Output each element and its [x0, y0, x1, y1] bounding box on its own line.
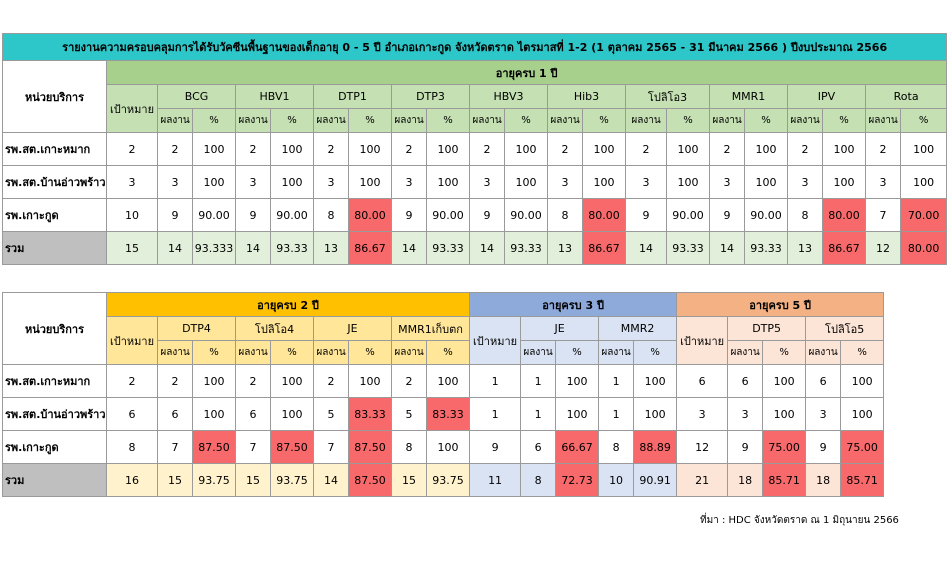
- result-value: 9: [626, 199, 667, 232]
- result-value: 6: [806, 365, 841, 398]
- result-value: 6: [728, 365, 763, 398]
- age2-3-5-coverage-table: [2, 292, 884, 497]
- percent-value: 90.00: [193, 199, 236, 232]
- percent-value: 100: [634, 365, 677, 398]
- percent-header: %: [823, 109, 866, 133]
- percent-value: 100: [271, 166, 314, 199]
- result-value: 2: [158, 365, 193, 398]
- percent-value: 100: [583, 166, 626, 199]
- result-value: 13: [788, 232, 823, 265]
- percent-header: %: [193, 341, 236, 365]
- percent-header: %: [841, 341, 884, 365]
- result-value: 14: [158, 232, 193, 265]
- result-header: ผลงาน: [548, 109, 583, 133]
- target-value: 2: [107, 365, 158, 398]
- age1-coverage-table: [2, 33, 947, 265]
- result-value: 9: [728, 431, 763, 464]
- percent-value: 100: [841, 365, 884, 398]
- percent-value: 100: [745, 166, 788, 199]
- percent-value: 100: [193, 365, 236, 398]
- result-header: ผลงาน: [236, 341, 271, 365]
- age1-group-header: อายุครบ 1 ปี: [107, 61, 947, 85]
- target-value: 6: [107, 398, 158, 431]
- unit-name: รพ.สต.บ้านอ่าวพร้าว: [3, 166, 107, 199]
- result-value: 1: [521, 365, 556, 398]
- result-value: 6: [158, 398, 193, 431]
- unit-header: หน่วยบริการ: [3, 293, 107, 365]
- result-header: ผลงาน: [314, 109, 349, 133]
- percent-header: %: [745, 109, 788, 133]
- percent-value: 93.33: [745, 232, 788, 265]
- vaccine-header: JE: [521, 317, 599, 341]
- result-value: 2: [710, 133, 745, 166]
- result-value: 1: [521, 398, 556, 431]
- percent-value: 90.00: [271, 199, 314, 232]
- target-value: 21: [677, 464, 728, 497]
- result-value: 14: [392, 232, 427, 265]
- unit-name: รพ.สต.เกาะหมาก: [3, 365, 107, 398]
- result-value: 3: [728, 398, 763, 431]
- percent-value: 100: [634, 398, 677, 431]
- percent-value: 93.75: [271, 464, 314, 497]
- result-value: 14: [236, 232, 271, 265]
- target-value: 10: [107, 199, 158, 232]
- result-value: 18: [728, 464, 763, 497]
- result-value: 3: [788, 166, 823, 199]
- percent-value: 100: [271, 398, 314, 431]
- vaccine-header: HBV1: [236, 85, 314, 109]
- result-value: 14: [626, 232, 667, 265]
- percent-value: 100: [901, 166, 947, 199]
- result-value: 6: [521, 431, 556, 464]
- result-value: 2: [626, 133, 667, 166]
- percent-value: 83.33: [349, 398, 392, 431]
- result-value: 9: [158, 199, 193, 232]
- report-title: รายงานความครอบคลุมการได้รับวัคซีนพื้นฐานของเด็กอายุ 0 - 5 ปี อำเภอเกาะกูด จังหวัดตราด ไตรมาสที่ 1-2 (1 ตุลาคม 2565 - 31 มีนาคม 2566 ) ปีงบประมาณ 2566: [3, 34, 947, 61]
- percent-header: %: [271, 109, 314, 133]
- result-value: 8: [392, 431, 427, 464]
- percent-header: %: [634, 341, 677, 365]
- table-row: [3, 133, 947, 166]
- age5-group-header: อายุครบ 5 ปี: [677, 293, 884, 317]
- target-value: 1: [470, 398, 521, 431]
- result-value: 2: [392, 365, 427, 398]
- result-header: ผลงาน: [521, 341, 556, 365]
- percent-value: 100: [427, 431, 470, 464]
- unit-name: รพ.สต.เกาะหมาก: [3, 133, 107, 166]
- percent-value: 80.00: [901, 232, 947, 265]
- percent-value: 93.33: [271, 232, 314, 265]
- result-value: 2: [314, 133, 349, 166]
- result-header: ผลงาน: [392, 109, 427, 133]
- percent-value: 100: [667, 133, 710, 166]
- target-value: 16: [107, 464, 158, 497]
- percent-value: 100: [349, 365, 392, 398]
- table-row: [3, 365, 884, 398]
- result-header: ผลงาน: [236, 109, 271, 133]
- result-value: 8: [788, 199, 823, 232]
- target-header: เป้าหมาย: [107, 317, 158, 365]
- result-value: 10: [599, 464, 634, 497]
- percent-value: 100: [583, 133, 626, 166]
- result-value: 8: [599, 431, 634, 464]
- target-value: 3: [677, 398, 728, 431]
- vaccine-header: MMR1: [710, 85, 788, 109]
- percent-value: 87.50: [193, 431, 236, 464]
- percent-header: %: [349, 341, 392, 365]
- result-value: 3: [392, 166, 427, 199]
- total-row: [3, 232, 947, 265]
- result-value: 2: [548, 133, 583, 166]
- vaccine-header: โปลิโอ5: [806, 317, 884, 341]
- percent-header: %: [667, 109, 710, 133]
- percent-value: 100: [823, 133, 866, 166]
- result-value: 3: [626, 166, 667, 199]
- result-value: 5: [392, 398, 427, 431]
- vaccine-header: BCG: [158, 85, 236, 109]
- total-label: รวม: [3, 232, 107, 265]
- percent-value: 83.33: [427, 398, 470, 431]
- result-value: 3: [866, 166, 901, 199]
- result-value: 2: [314, 365, 349, 398]
- percent-value: 100: [505, 166, 548, 199]
- result-value: 3: [314, 166, 349, 199]
- result-header: ผลงาน: [392, 341, 427, 365]
- result-value: 15: [392, 464, 427, 497]
- result-value: 12: [866, 232, 901, 265]
- result-value: 14: [710, 232, 745, 265]
- target-value: 15: [107, 232, 158, 265]
- target-value: 11: [470, 464, 521, 497]
- percent-value: 100: [763, 365, 806, 398]
- result-value: 13: [314, 232, 349, 265]
- percent-value: 100: [841, 398, 884, 431]
- unit-header: หน่วยบริการ: [3, 61, 107, 133]
- percent-value: 100: [556, 365, 599, 398]
- result-value: 7: [158, 431, 193, 464]
- vaccine-header: DTP5: [728, 317, 806, 341]
- result-header: ผลงาน: [599, 341, 634, 365]
- result-value: 3: [710, 166, 745, 199]
- result-value: 3: [470, 166, 505, 199]
- unit-name: รพ.เกาะกูด: [3, 431, 107, 464]
- total-row: [3, 464, 884, 497]
- percent-value: 75.00: [763, 431, 806, 464]
- age3-group-header: อายุครบ 3 ปี: [470, 293, 677, 317]
- table-row: [3, 166, 947, 199]
- target-header: เป้าหมาย: [470, 317, 521, 365]
- percent-value: 80.00: [823, 199, 866, 232]
- result-value: 7: [866, 199, 901, 232]
- percent-header: %: [763, 341, 806, 365]
- result-value: 2: [158, 133, 193, 166]
- unit-name: รพ.เกาะกูด: [3, 199, 107, 232]
- percent-value: 70.00: [901, 199, 947, 232]
- percent-value: 100: [271, 365, 314, 398]
- target-value: 3: [107, 166, 158, 199]
- percent-value: 100: [193, 133, 236, 166]
- result-value: 9: [470, 199, 505, 232]
- target-value: 6: [677, 365, 728, 398]
- percent-header: %: [505, 109, 548, 133]
- target-value: 2: [107, 133, 158, 166]
- result-value: 7: [314, 431, 349, 464]
- percent-value: 93.333: [193, 232, 236, 265]
- target-value: 9: [470, 431, 521, 464]
- result-header: ผลงาน: [788, 109, 823, 133]
- result-header: ผลงาน: [470, 109, 505, 133]
- percent-value: 93.75: [193, 464, 236, 497]
- vaccine-header: DTP4: [158, 317, 236, 341]
- percent-value: 90.00: [667, 199, 710, 232]
- percent-value: 93.33: [427, 232, 470, 265]
- percent-value: 93.33: [505, 232, 548, 265]
- result-value: 9: [236, 199, 271, 232]
- vaccine-header: IPV: [788, 85, 866, 109]
- percent-value: 100: [193, 398, 236, 431]
- vaccine-header: Rota: [866, 85, 947, 109]
- percent-header: %: [427, 109, 470, 133]
- percent-value: 100: [427, 365, 470, 398]
- vaccine-header: HBV3: [470, 85, 548, 109]
- result-header: ผลงาน: [710, 109, 745, 133]
- vaccine-header: MMR1เก็บตก: [392, 317, 470, 341]
- target-value: 12: [677, 431, 728, 464]
- result-value: 2: [236, 133, 271, 166]
- percent-value: 100: [427, 133, 470, 166]
- percent-value: 80.00: [349, 199, 392, 232]
- percent-value: 93.33: [667, 232, 710, 265]
- percent-value: 87.50: [349, 464, 392, 497]
- result-value: 3: [236, 166, 271, 199]
- percent-value: 90.00: [427, 199, 470, 232]
- result-header: ผลงาน: [158, 109, 193, 133]
- percent-value: 100: [427, 166, 470, 199]
- vaccine-header: Hib3: [548, 85, 626, 109]
- percent-value: 100: [349, 166, 392, 199]
- result-value: 7: [236, 431, 271, 464]
- result-header: ผลงาน: [314, 341, 349, 365]
- result-value: 9: [392, 199, 427, 232]
- result-value: 2: [470, 133, 505, 166]
- percent-value: 86.67: [823, 232, 866, 265]
- percent-value: 87.50: [349, 431, 392, 464]
- result-value: 14: [470, 232, 505, 265]
- percent-value: 100: [349, 133, 392, 166]
- percent-value: 80.00: [583, 199, 626, 232]
- result-value: 18: [806, 464, 841, 497]
- result-header: ผลงาน: [158, 341, 193, 365]
- result-value: 1: [599, 398, 634, 431]
- target-header: เป้าหมาย: [677, 317, 728, 365]
- percent-header: %: [427, 341, 470, 365]
- age2-group-header: อายุครบ 2 ปี: [107, 293, 470, 317]
- unit-name: รพ.สต.บ้านอ่าวพร้าว: [3, 398, 107, 431]
- result-value: 1: [599, 365, 634, 398]
- result-value: 9: [806, 431, 841, 464]
- target-value: 8: [107, 431, 158, 464]
- result-value: 8: [314, 199, 349, 232]
- result-value: 5: [314, 398, 349, 431]
- result-value: 13: [548, 232, 583, 265]
- percent-value: 100: [667, 166, 710, 199]
- percent-value: 86.67: [349, 232, 392, 265]
- percent-header: %: [193, 109, 236, 133]
- vaccine-header: MMR2: [599, 317, 677, 341]
- vaccine-header: JE: [314, 317, 392, 341]
- percent-value: 100: [823, 166, 866, 199]
- result-value: 15: [158, 464, 193, 497]
- result-value: 3: [158, 166, 193, 199]
- data-source-note: ที่มา : HDC จังหวัดตราด ณ 1 มิถุนายน 2566: [700, 515, 899, 526]
- result-value: 8: [548, 199, 583, 232]
- result-value: 3: [806, 398, 841, 431]
- table-row: [3, 398, 884, 431]
- percent-header: %: [556, 341, 599, 365]
- percent-value: 66.67: [556, 431, 599, 464]
- percent-value: 100: [505, 133, 548, 166]
- result-value: 2: [392, 133, 427, 166]
- vaccine-header: โปลิโอ4: [236, 317, 314, 341]
- percent-value: 90.91: [634, 464, 677, 497]
- result-value: 8: [521, 464, 556, 497]
- vaccine-header: DTP3: [392, 85, 470, 109]
- result-value: 14: [314, 464, 349, 497]
- percent-value: 100: [745, 133, 788, 166]
- percent-value: 85.71: [763, 464, 806, 497]
- percent-value: 72.73: [556, 464, 599, 497]
- percent-header: %: [349, 109, 392, 133]
- total-label: รวม: [3, 464, 107, 497]
- table-row: [3, 199, 947, 232]
- percent-header: %: [271, 341, 314, 365]
- percent-value: 100: [193, 166, 236, 199]
- percent-value: 100: [271, 133, 314, 166]
- percent-value: 100: [556, 398, 599, 431]
- result-value: 9: [710, 199, 745, 232]
- percent-value: 100: [763, 398, 806, 431]
- result-header: ผลงาน: [866, 109, 901, 133]
- result-value: 6: [236, 398, 271, 431]
- percent-value: 90.00: [505, 199, 548, 232]
- result-header: ผลงาน: [728, 341, 763, 365]
- percent-header: %: [901, 109, 947, 133]
- result-header: ผลงาน: [626, 109, 667, 133]
- target-value: 1: [470, 365, 521, 398]
- result-header: ผลงาน: [806, 341, 841, 365]
- percent-value: 86.67: [583, 232, 626, 265]
- percent-value: 88.89: [634, 431, 677, 464]
- vaccine-header: โปลิโอ3: [626, 85, 710, 109]
- percent-value: 87.50: [271, 431, 314, 464]
- percent-value: 100: [901, 133, 947, 166]
- result-value: 2: [866, 133, 901, 166]
- result-value: 3: [548, 166, 583, 199]
- table-row: [3, 431, 884, 464]
- target-header: เป้าหมาย: [107, 85, 158, 133]
- percent-value: 93.75: [427, 464, 470, 497]
- percent-value: 75.00: [841, 431, 884, 464]
- vaccine-header: DTP1: [314, 85, 392, 109]
- result-value: 2: [788, 133, 823, 166]
- percent-value: 85.71: [841, 464, 884, 497]
- result-value: 2: [236, 365, 271, 398]
- result-value: 15: [236, 464, 271, 497]
- percent-value: 90.00: [745, 199, 788, 232]
- percent-header: %: [583, 109, 626, 133]
